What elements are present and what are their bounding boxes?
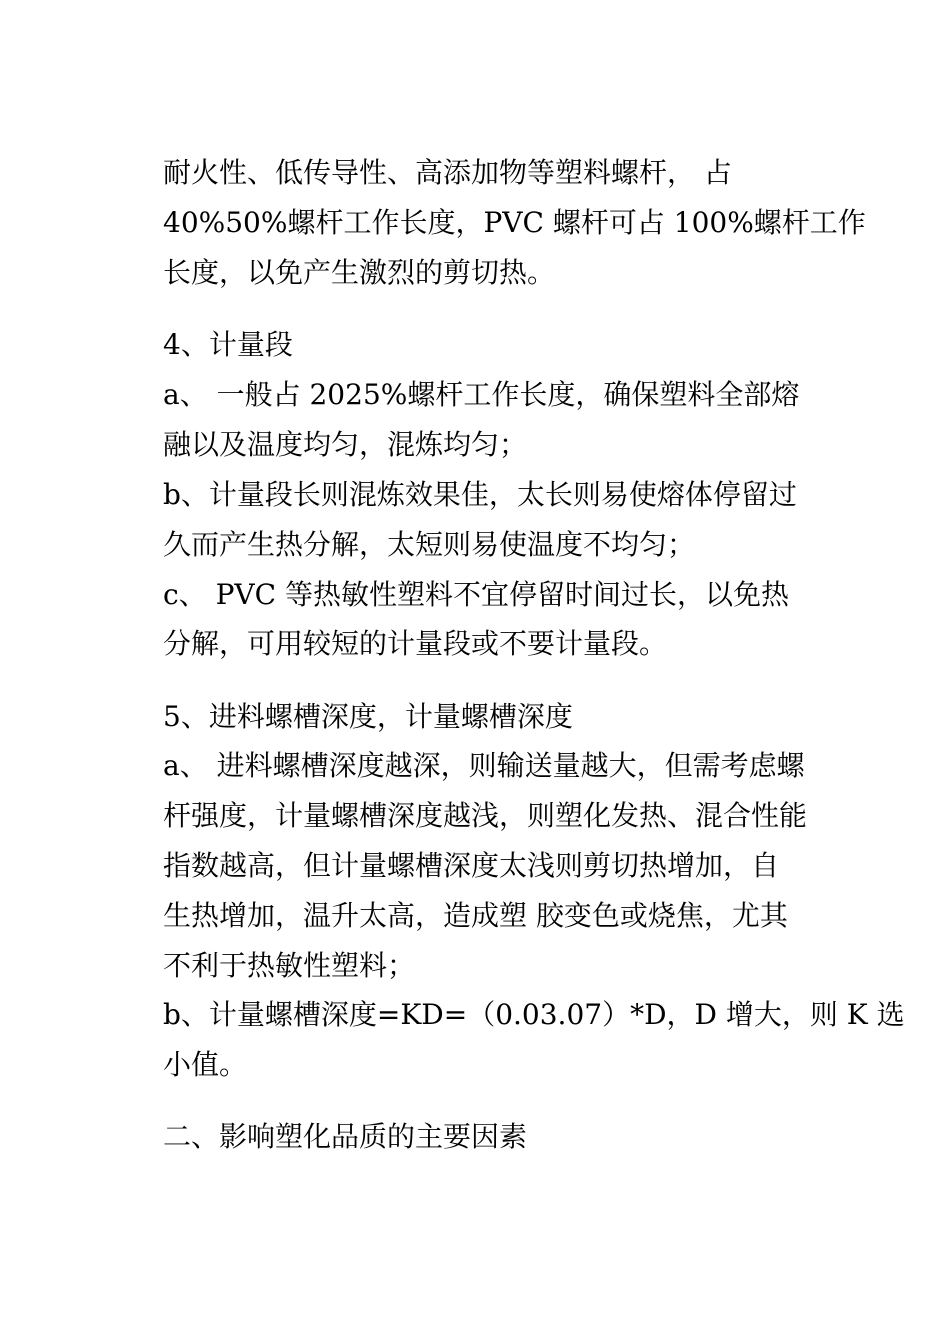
section-heading-plasticizing-quality: 二、影响塑化品质的主要因素 xyxy=(163,1120,528,1153)
paragraph-line: 生热增加，温升太高，造成塑 胶变色或烧焦，尤其 xyxy=(163,899,788,932)
section-heading-metering: 4、计量段 xyxy=(163,328,293,361)
paragraph-line: c、 PVC 等热敏性塑料不宜停留时间过长，以免热 xyxy=(163,578,789,611)
paragraph-line: 指数越高，但计量螺槽深度太浅则剪切热增加，自 xyxy=(163,849,780,882)
paragraph-line: b、计量螺槽深度=KD=（0.03.07）*D，D 增大，则 K 选 xyxy=(163,998,905,1031)
paragraph-line: 40%50%螺杆工作长度，PVC 螺杆可占 100%螺杆工作 xyxy=(163,206,866,239)
section-heading-groove-depth: 5、进料螺槽深度，计量螺槽深度 xyxy=(163,700,573,733)
paragraph-line: b、计量段长则混炼效果佳，太长则易使熔体停留过 xyxy=(163,478,797,511)
paragraph-line: 杆强度，计量螺槽深度越浅，则塑化发热、混合性能 xyxy=(163,799,808,832)
paragraph-line: a、 进料螺槽深度越深，则输送量越大，但需考虑螺 xyxy=(163,749,805,782)
paragraph-line: 久而产生热分解，太短则易使温度不均匀； xyxy=(163,528,696,561)
paragraph-line: 不利于热敏性塑料； xyxy=(163,949,416,982)
paragraph-line: 小值。 xyxy=(163,1048,248,1081)
paragraph-line: a、 一般占 2025%螺杆工作长度，确保塑料全部熔 xyxy=(163,378,800,411)
paragraph-line: 融以及温度均匀，混炼均匀； xyxy=(163,428,528,461)
paragraph-line: 长度，以免产生激烈的剪切热。 xyxy=(163,256,556,289)
paragraph-line: 分解，可用较短的计量段或不要计量段。 xyxy=(163,627,668,660)
paragraph-line: 耐火性、低传导性、高添加物等塑料螺杆， 占 xyxy=(163,156,732,189)
